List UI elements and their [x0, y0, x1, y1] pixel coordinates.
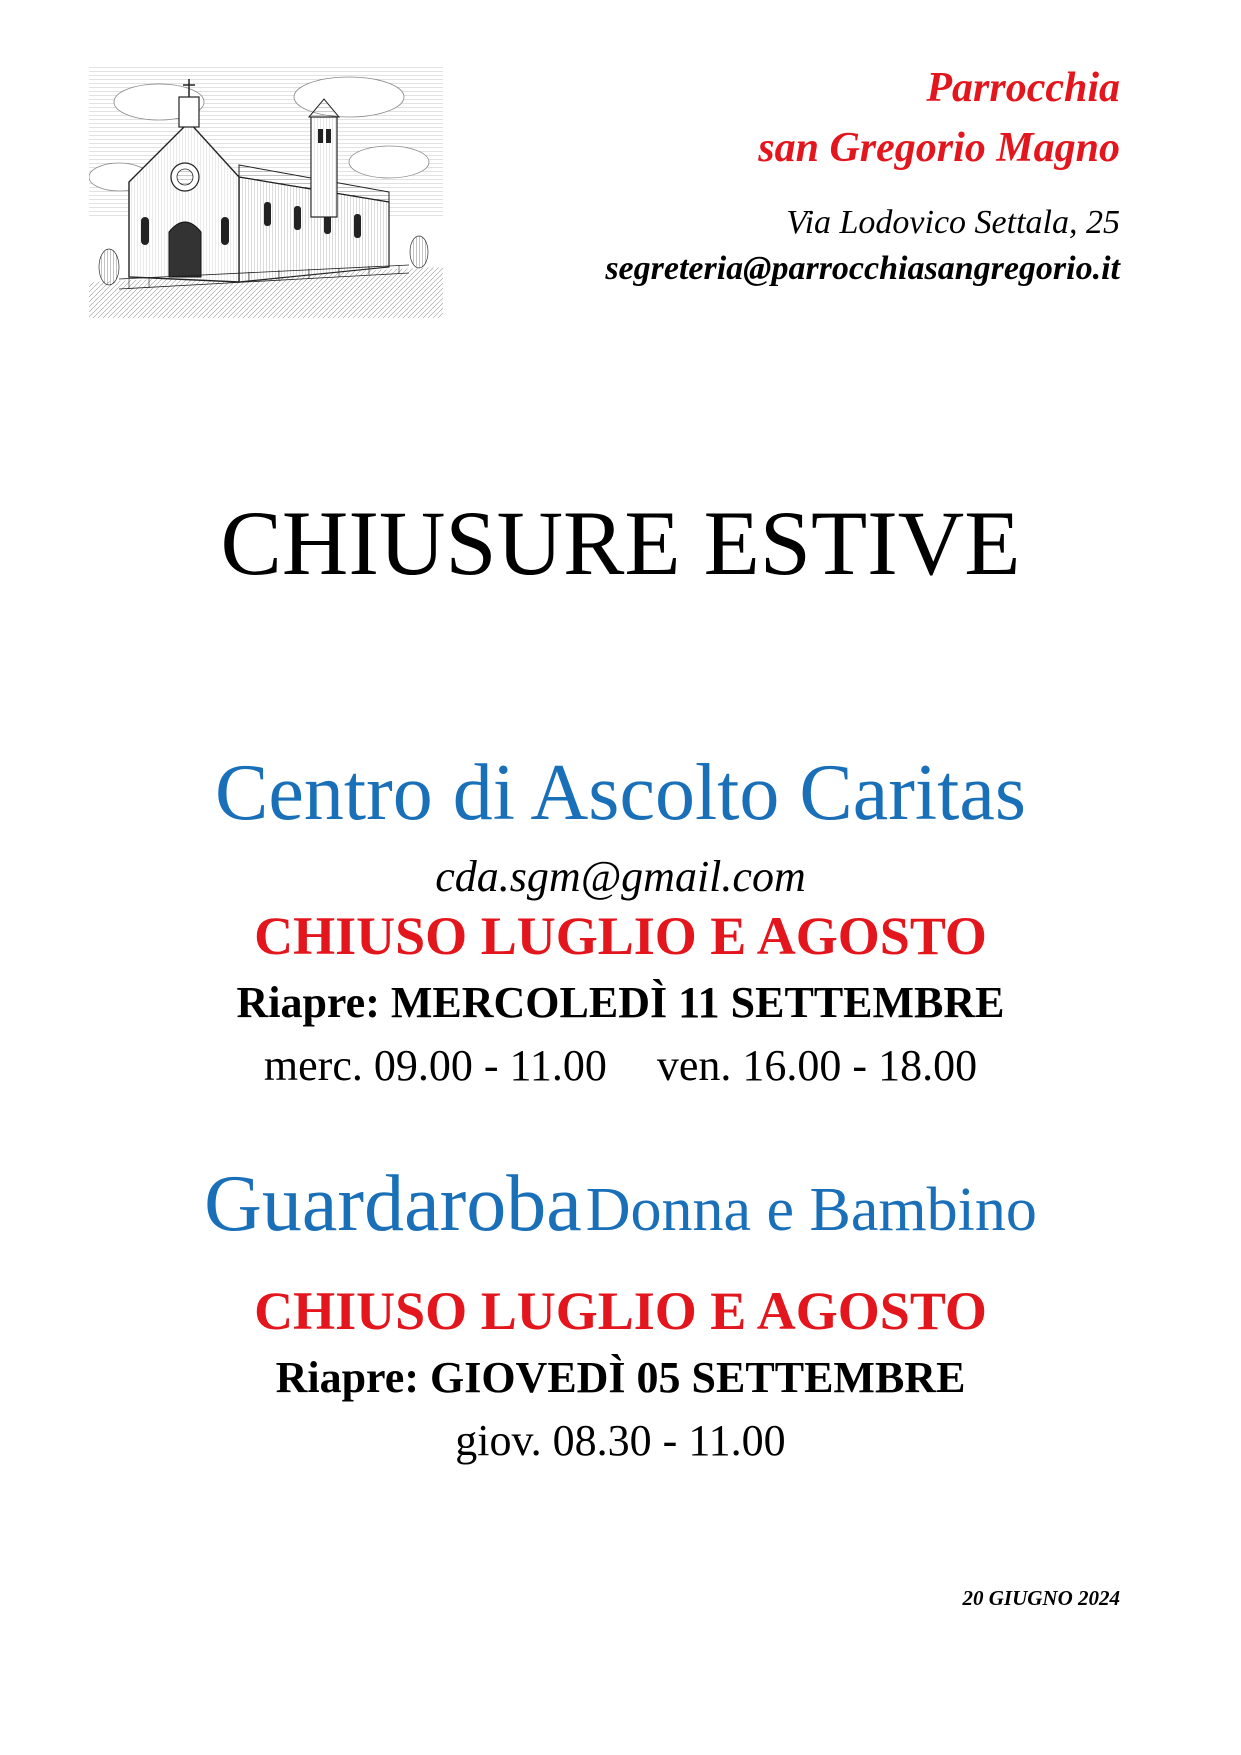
- document-date: 20 GIUGNO 2024: [962, 1586, 1120, 1610]
- parish-name-line2: san Gregorio Magno: [758, 125, 1120, 171]
- guardaroba-reopen-date: Riapre: GIOVEDÌ 05 SETTEMBRE: [275, 1353, 966, 1402]
- guardaroba-heading-sub: Donna e Bambino: [585, 1176, 1037, 1244]
- page-title: CHIUSURE ESTIVE: [220, 492, 1021, 594]
- caritas-hours: [0, 1040, 1241, 1092]
- guardaroba-hours: giov. 08.30 - 11.00: [455, 1416, 786, 1465]
- church-icon: [89, 67, 443, 318]
- caritas-email: cda.sgm@gmail.com: [435, 852, 806, 901]
- caritas-heading: Centro di Ascolto Caritas: [214, 749, 1026, 837]
- church-illustration: [89, 67, 443, 318]
- caritas-hours-wednesday: merc. 09.00 - 11.00: [263, 1041, 607, 1090]
- caritas-hours-friday: ven. 16.00 - 18.00: [656, 1041, 978, 1090]
- guardaroba-heading: [0, 1158, 1241, 1272]
- parish-address: Via Lodovico Settala, 25: [786, 204, 1120, 241]
- parish-name-line1: Parrocchia: [926, 65, 1120, 111]
- guardaroba-closed-notice: CHIUSO LUGLIO E AGOSTO: [254, 1281, 987, 1341]
- guardaroba-heading-main: Guardaroba: [204, 1160, 582, 1248]
- caritas-reopen-date: Riapre: MERCOLEDÌ 11 SETTEMBRE: [236, 978, 1005, 1027]
- parish-email: segreteria@parrocchiasangregorio.it: [605, 250, 1120, 287]
- caritas-closed-notice: CHIUSO LUGLIO E AGOSTO: [254, 906, 987, 966]
